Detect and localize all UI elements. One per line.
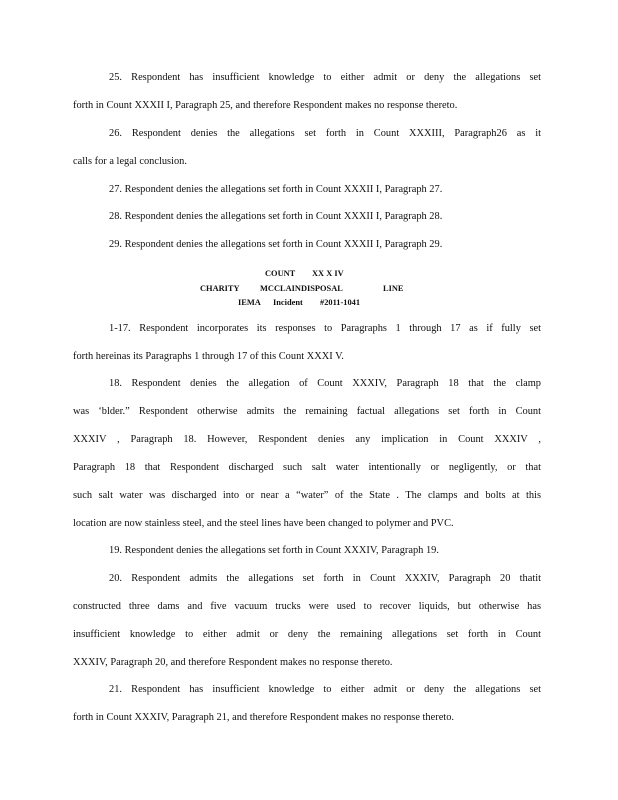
text-line: forth in Count XXXIV, Paragraph 21, and therefore Respondent makes no response thereto. bbox=[73, 712, 454, 723]
text-line: 18. Respondent denies the allegation of Count XXXIV, Paragraph 18 that the clamp bbox=[109, 378, 541, 389]
text-line: 28. Respondent denies the allegations set forth in Count XXXII I, Paragraph 28. bbox=[109, 211, 443, 222]
count-numeral: XX X IV bbox=[312, 269, 344, 278]
text-line: 27. Respondent denies the allegations set forth in Count XXXII I, Paragraph 27. bbox=[109, 184, 443, 195]
text-line: forth in Count XXXII I, Paragraph 25, and therefore Respondent makes no response thereto. bbox=[73, 100, 458, 111]
text-line: insufficient knowledge to either admit or deny the remaining allegations set forth in Count bbox=[73, 629, 541, 640]
paragraph-25 bbox=[73, 68, 541, 124]
text-line: XXXIV , Paragraph 18. However, Respondent denies any implication in Count XXXIV , bbox=[73, 434, 541, 445]
text-line: location are now stainless steel, and the steel lines have been changed to polymer and PVC. bbox=[73, 518, 454, 529]
paragraph-20 bbox=[73, 569, 541, 681]
paragraph-18 bbox=[73, 374, 541, 542]
text-line: calls for a legal conclusion. bbox=[73, 156, 187, 167]
text-line: 1-17. Respondent incorporates its responses to Paragraphs 1 through 17 as if fully set bbox=[109, 323, 541, 334]
text-line: XXXIV, Paragraph 20, and therefore Respondent makes no response thereto. bbox=[73, 657, 393, 668]
text-line: 19. Respondent denies the allegations set forth in Count XXXIV, Paragraph 19. bbox=[109, 545, 439, 556]
count-label: COUNT bbox=[265, 269, 296, 278]
paragraph-28 bbox=[73, 207, 541, 235]
paragraph-27 bbox=[73, 180, 541, 208]
paragraph-1-17 bbox=[73, 319, 541, 375]
text-line: 26. Respondent denies the allegations set forth in Count XXXIII, Paragraph26 as it bbox=[109, 128, 541, 139]
paragraph-19 bbox=[73, 541, 541, 569]
text-line: 25. Respondent has insufficient knowledge to either admit or deny the allegations set bbox=[109, 72, 541, 83]
paragraph-21 bbox=[73, 680, 541, 736]
heading-incident: Incident bbox=[273, 298, 303, 307]
text-line: 21. Respondent has insufficient knowledge to either admit or deny the allegations set bbox=[109, 684, 541, 695]
text-line: was ‘blder.” Respondent otherwise admits the remaining factual allegations set forth in Count bbox=[73, 406, 541, 417]
paragraph-29 bbox=[73, 235, 541, 263]
text-line: constructed three dams and five vacuum trucks were used to recover liquids, but otherwise has bbox=[73, 601, 541, 612]
heading-line: LINE bbox=[383, 284, 404, 293]
paragraph-26 bbox=[73, 124, 541, 180]
text-line: Paragraph 18 that Respondent discharged such salt water intentionally or negligently, or that bbox=[73, 462, 541, 473]
text-line: forth hereinas its Paragraphs 1 through 17 of this Count XXXI V. bbox=[73, 351, 344, 362]
heading-disposal: MCCLAINDISPOSAL bbox=[260, 284, 343, 293]
heading-iema: IEMA bbox=[238, 298, 261, 307]
text-line: such salt water was discharged into or near a “water” of the State . The clamps and bolts at this bbox=[73, 490, 541, 501]
text-line: 20. Respondent admits the allegations set forth in Count XXXIV, Paragraph 20 thatit bbox=[109, 573, 541, 584]
heading-incident-number: #2011-1041 bbox=[320, 298, 361, 307]
text-line: 29. Respondent denies the allegations set forth in Count XXXII I, Paragraph 29. bbox=[109, 239, 443, 250]
heading-charity: CHARITY bbox=[200, 284, 240, 293]
